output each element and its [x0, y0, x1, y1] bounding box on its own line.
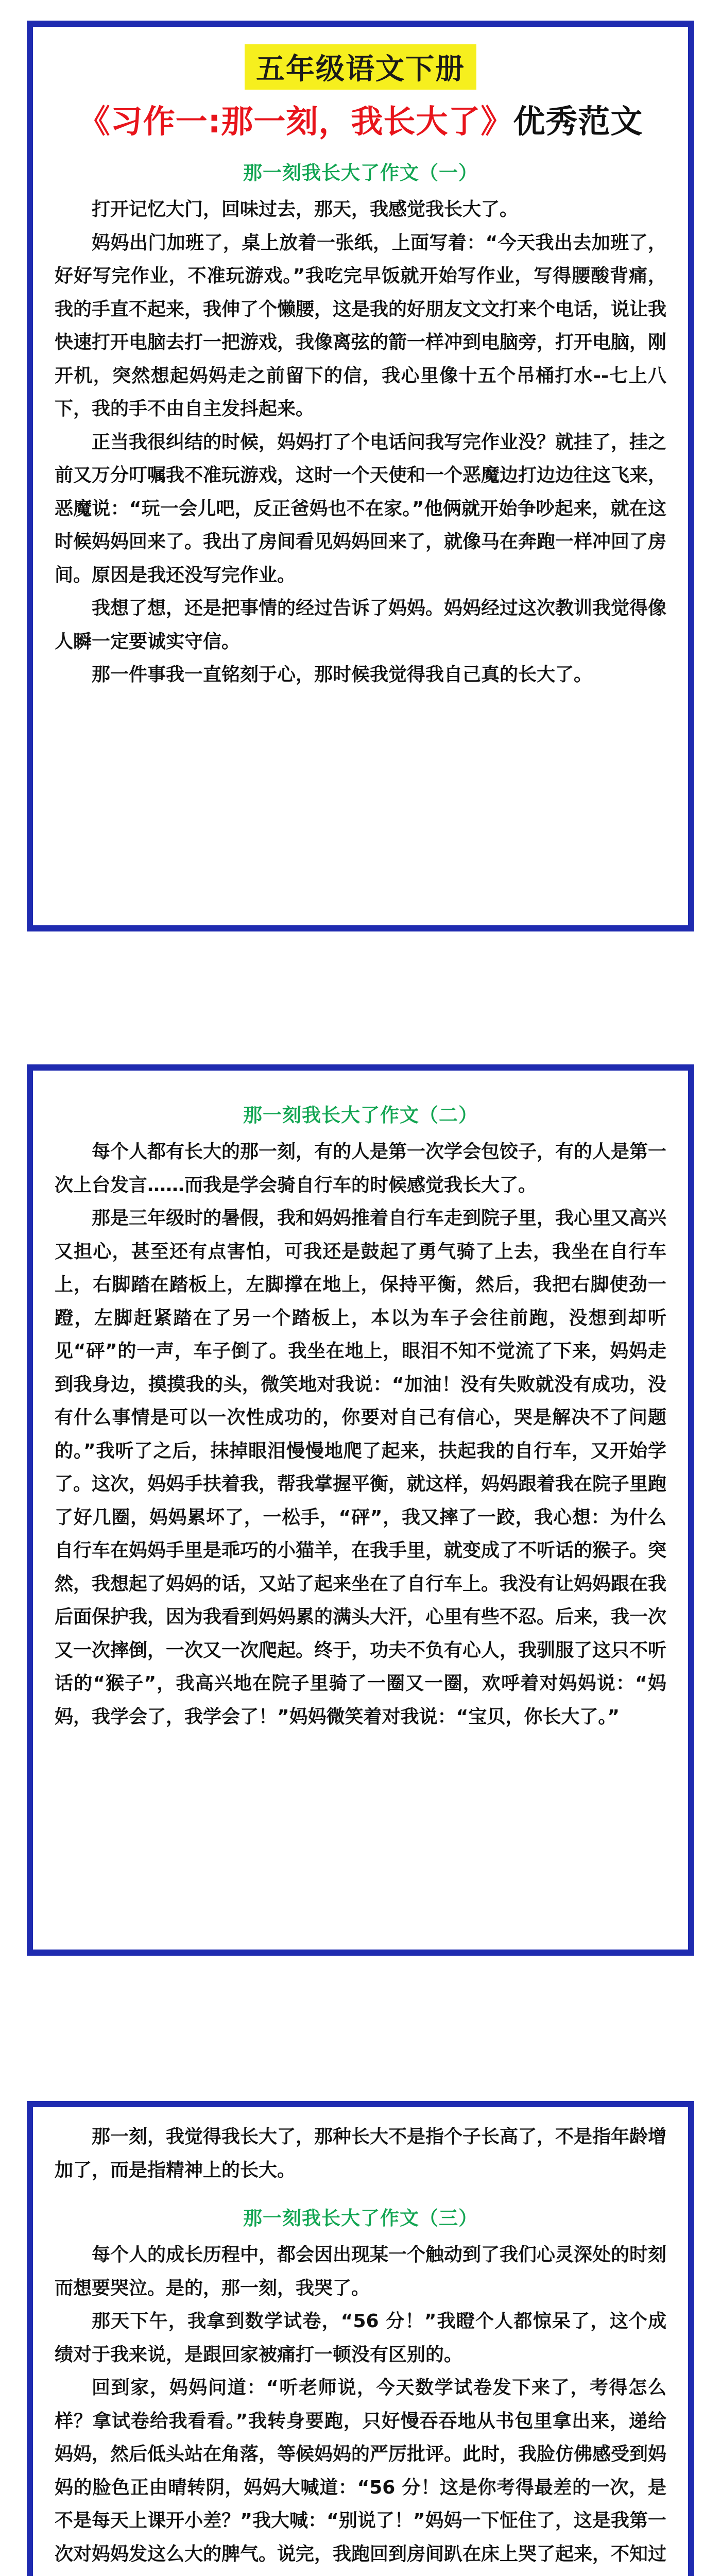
grade-title: 五年级语文下册 — [245, 44, 476, 90]
essay-1-paragraph: 那一件事我一直铭刻于心，那时候我觉得我自己真的长大了。 — [92, 664, 593, 685]
essay-card-3 — [27, 2101, 694, 2576]
main-title — [55, 96, 666, 142]
essay-1-paragraph: 打开记忆大门，回味过去，那天，我感觉我长大了。 — [92, 199, 519, 220]
essay-1-title: 那一刻我长大了作文（一） — [243, 162, 478, 184]
page-header — [55, 40, 666, 142]
main-title-red: 《习作一:那一刻，我长大了》 — [78, 103, 513, 140]
essay-1-paragraph: 我想了想，还是把事情的经过告诉了妈妈。妈妈经过这次教训我觉得像人瞬一定要诚实守信。 — [55, 598, 667, 652]
essay-1-paragraph: 妈妈出门加班了，桌上放着一张纸，上面写着：“今天我出去加班了，好好写完作业，不准玩游戏。”我吃完早饭就开始写作业，写得腰酸背痛，我的手直不起来，我伸了个懒腰，这是我的好朋友文文打来个电话，说让我快速打开电脑去打一把游戏，我像离弦的箭一样冲到电脑旁，打开电脑，刚开机，突然想起妈妈走之前留下的信，我心里像十五个吊桶打水--七上八下，我的手不由自主发抖起来。 — [55, 232, 667, 419]
essay-3-paragraph: 每个人的成长历程中，都会因出现某一个触动到了我们心灵深处的时刻而想要哭泣。是的，那一刻，我哭了。 — [55, 2244, 667, 2299]
essay-card-1 — [27, 21, 694, 931]
essay-1-paragraph: 正当我很纠结的时候，妈妈打了个电话问我写完作业没？就挂了，挂之前又万分叮嘱我不准玩游戏，这时一个天使和一个恶魔边打边边往这飞来，恶魔说：“玩一会儿吧，反正爸妈也不在家。”他俩就开始争吵起来，就在这时候妈妈回来了。我出了房间看见妈妈回来了，就像马在奔跑一样冲回了房间。原因是我还没写完作业。 — [55, 431, 667, 586]
essay-2-paragraph: 每个人都有长大的那一刻，有的人是第一次学会包饺子，有的人是第一次上台发言……而我是学会骑自行车的时候感觉我长大了。 — [55, 1141, 667, 1196]
essay-2-paragraph: 那一刻，我觉得我长大了，那种长大不是指个子长高了，不是指年龄增加了，而是指精神上的长大。 — [55, 2126, 667, 2181]
essay-3-title: 那一刻我长大了作文（三） — [243, 2207, 478, 2229]
essay-2-paragraph: 那是三年级时的暑假，我和妈妈推着自行车走到院子里，我心里又高兴又担心，甚至还有点害怕，可我还是鼓起了勇气骑了上去，我坐在自行车上，右脚踏在踏板上，左脚撑在地上，保持平衡，然后，我把右脚使劲一蹬，左脚赶紧踏在了另一个踏板上，本以为车子会往前跑，没想到却听见“砰”的一声，车子倒了。我坐在地上，眼泪不知不觉流了下来，妈妈走到我身边，摸摸我的头，微笑地对我说：“加油！没有失败就没有成功，没有什么事情是可以一次性成功的，你要对自己有信心，哭是解决不了问题的。”我听了之后，抹掉眼泪慢慢地爬了起来，扶起我的自行车，又开始学了。这次，妈妈手扶着我，帮我掌握平衡，就这样，妈妈跟着我在院子里跑了好几圈，妈妈累坏了，一松手，“砰”，我又摔了一跤，我心想：为什么自行车在妈妈手里是乖巧的小猫羊，在我手里，就变成了不听话的猴子。突然，我想起了妈妈的话，又站了起来坐在了自行车上。我没有让妈妈跟在我后面保护我，因为我看到妈妈累的满头大汗，心里有些不忍。后来，我一次又一次摔倒，一次又一次爬起。终于，功夫不负有心人，我驯服了这只不听话的“猴子”，我高兴地在院子里骑了一圈又一圈，欢呼着对妈妈说：“妈妈，我学会了，我学会了！”妈妈微笑着对我说：“宝贝，你长大了。” — [55, 1208, 667, 1727]
main-title-black: 优秀范文 — [513, 103, 643, 140]
essay-3-paragraph: 那天下午，我拿到数学试卷，“56 分！”我瞪个人都惊呆了，这个成绩对于我来说，是跟回家被痛打一顿没有区别的。 — [55, 2311, 666, 2365]
essay-card-2 — [27, 1064, 694, 1956]
essay-3-paragraph: 回到家，妈妈问道：“听老师说，今天数学试卷发下来了，考得怎么样？拿试卷给我看看。”我转身要跑，只好慢吞吞地从书包里拿出来，递给妈妈，然后低头站在角落，等候妈妈的严厉批评。此时，我脸仿佛感受到妈妈的脸色正由晴转阴，妈妈大喊道：“56 分！这是你考得最差的一次，是不是每天上课开小差？”我大喊：“别说了！”妈妈一下怔住了，这是我第一次对妈妈发这么大的脾气。说完，我跑回到房间趴在床上哭了起来，不知过 — [55, 2377, 667, 2565]
essay-2-title: 那一刻我长大了作文（二） — [243, 1104, 478, 1126]
